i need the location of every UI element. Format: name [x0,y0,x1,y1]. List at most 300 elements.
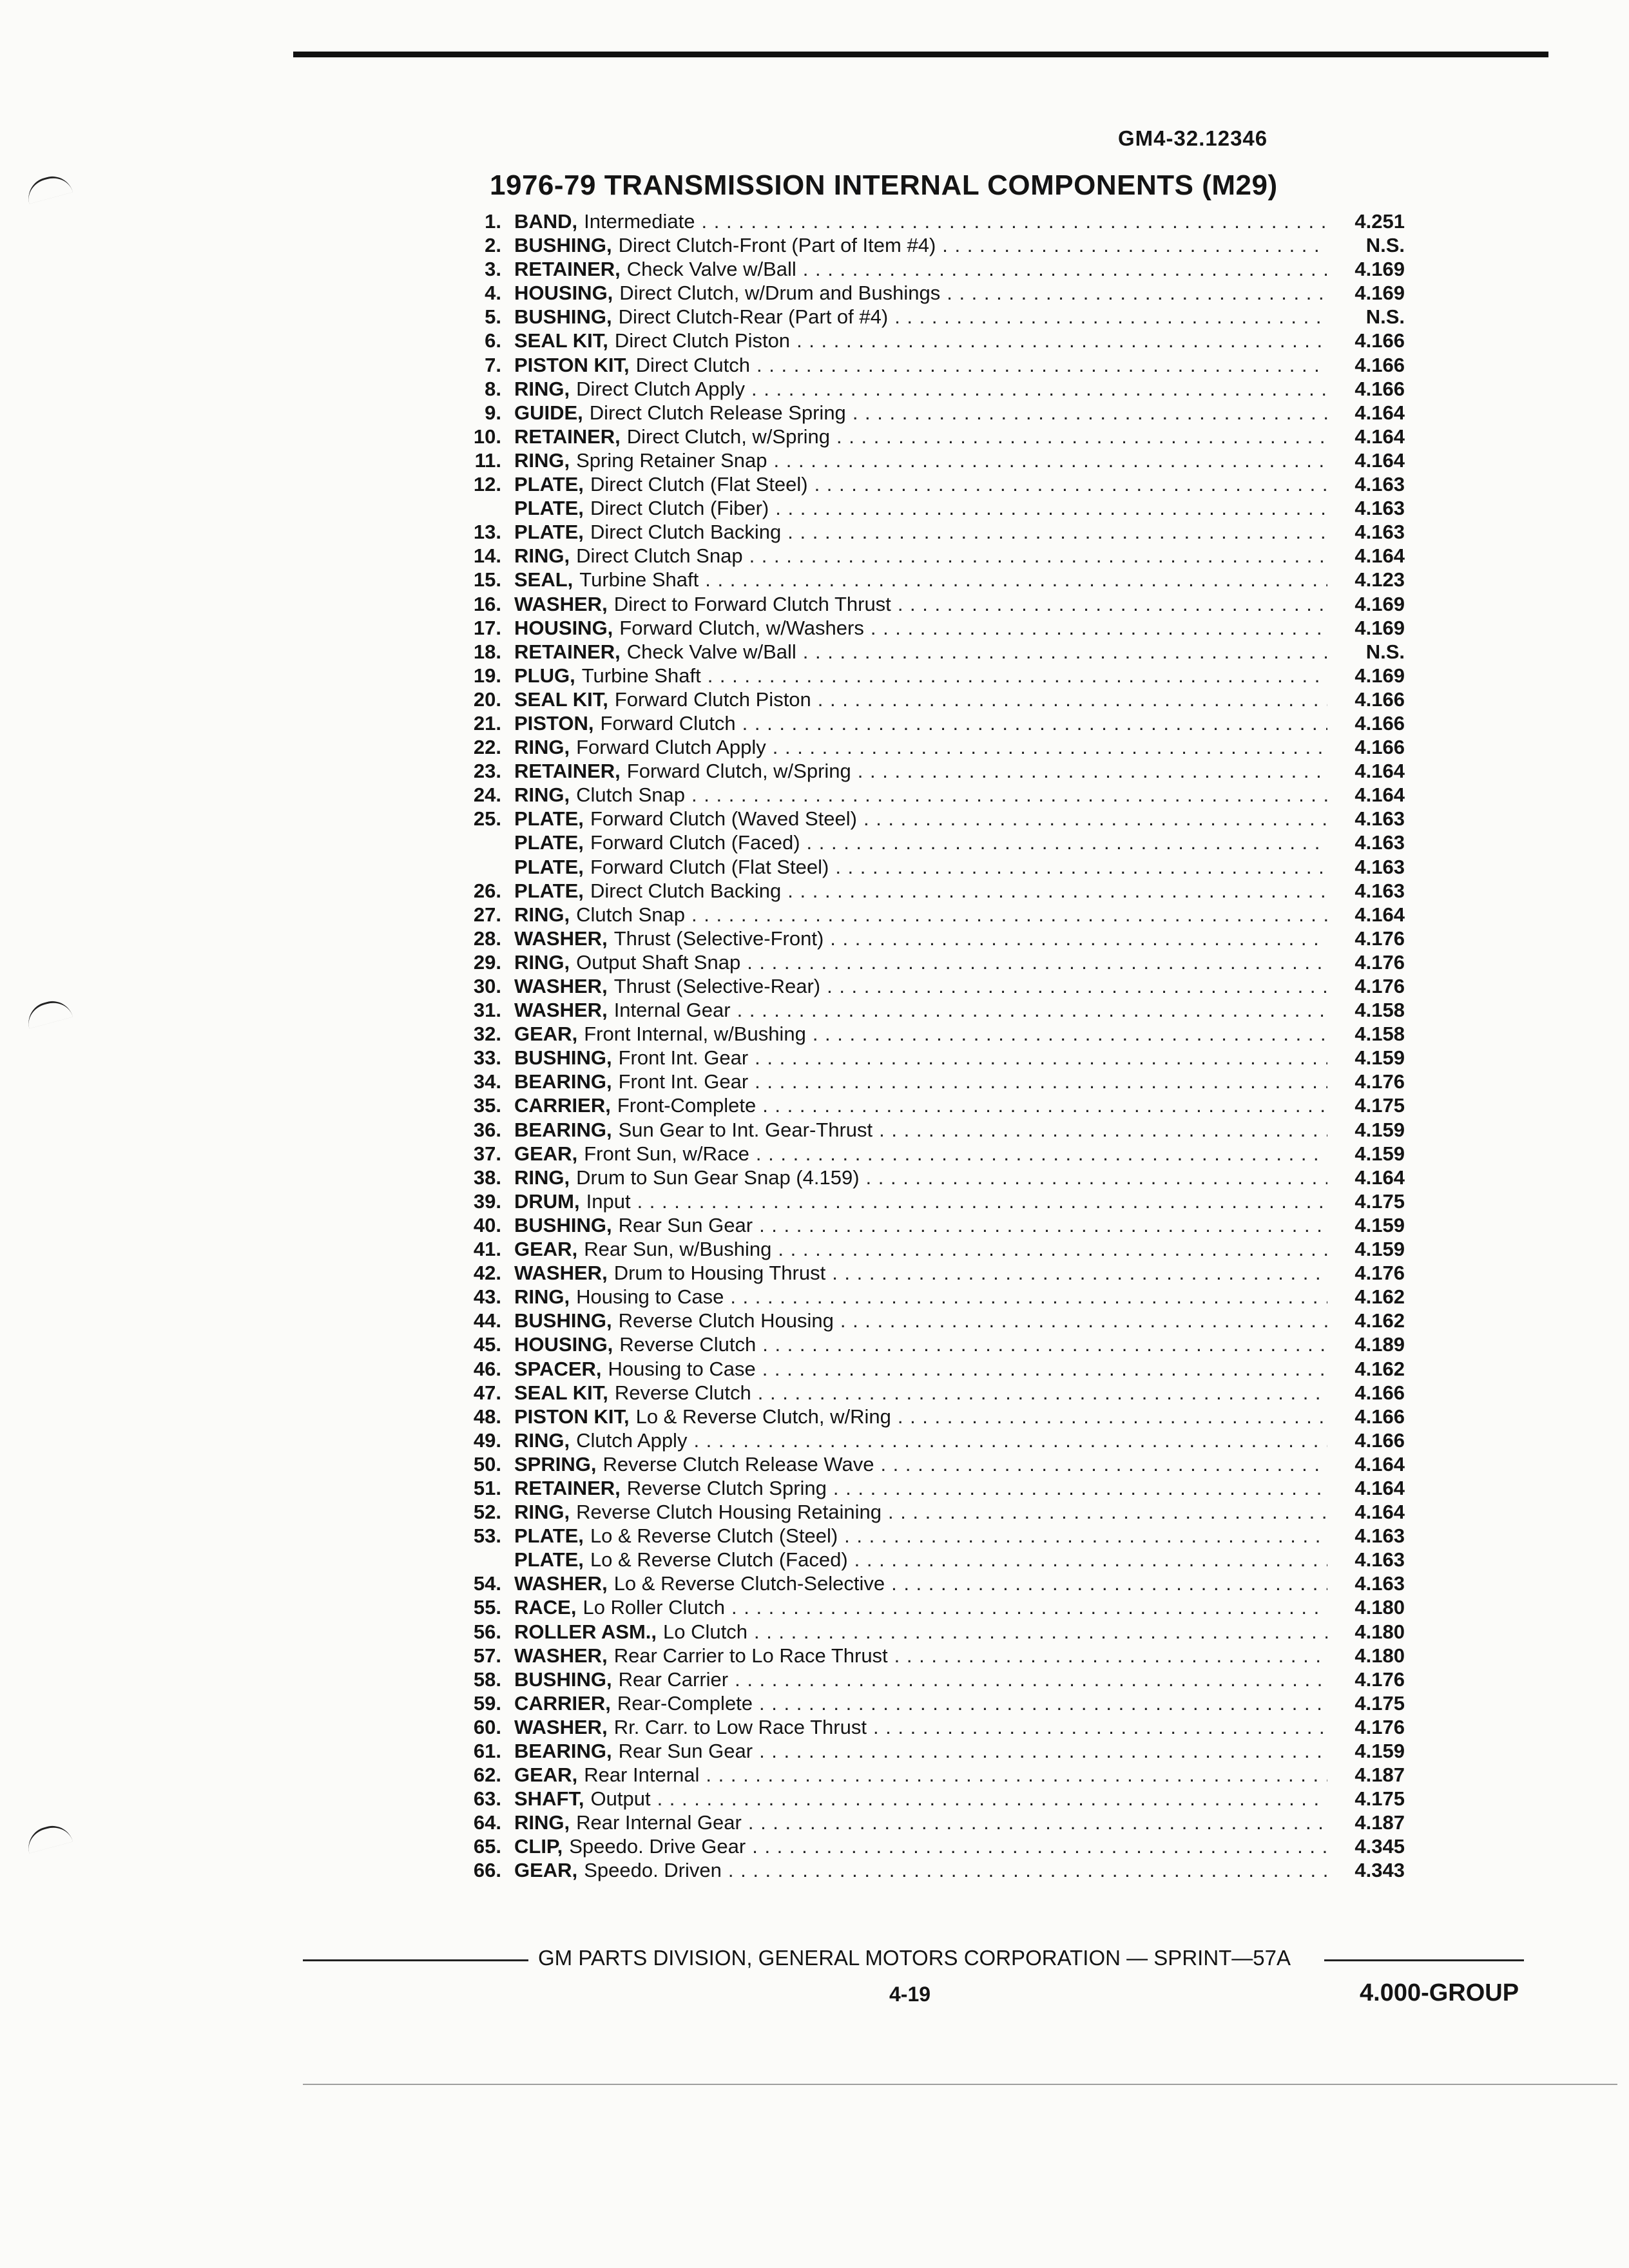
leader-dots [936,233,1327,257]
part-row [432,1070,1405,1093]
part-row [432,257,1405,281]
part-row [432,1524,1405,1548]
reference-number: 4.176 [1354,975,1405,997]
item-number: 31. [473,999,501,1022]
item-number: 23. [473,760,501,783]
part-description: Lo & Reverse Clutch (Faced) [590,1548,848,1571]
item-number: 37. [473,1142,501,1165]
part-description: Housing to Case [576,1285,724,1309]
reference-number: 4.180 [1354,1644,1405,1667]
item-number: 40. [473,1213,501,1236]
part-row [432,305,1405,329]
leader-dots [685,903,1327,927]
leader-dots [699,568,1327,591]
reference-number: 4.164 [1354,1452,1405,1475]
part-name: PLATE, [514,855,584,878]
part-row [432,1548,1405,1571]
item-number: 17. [473,616,501,639]
part-row [432,1595,1405,1619]
item-number: 8. [485,377,501,400]
item-number: 54. [473,1572,501,1595]
item-number: 24. [473,783,501,807]
item-number: 43. [473,1285,501,1309]
leader-dots [872,1118,1327,1142]
part-description: Clutch Snap [576,903,686,926]
reference-number: 4.164 [1354,783,1405,807]
item-number: 57. [473,1644,501,1667]
part-description: Forward Clutch, w/Spring [626,760,851,783]
leader-dots [749,1142,1327,1166]
leader-dots [806,1022,1327,1046]
reference-number: 4.166 [1354,1381,1405,1404]
reference-number: 4.187 [1354,1811,1405,1834]
part-row [432,1022,1405,1046]
item-number: 61. [473,1740,501,1762]
footer-rule-left [303,1959,528,1961]
reference-number: 4.163 [1354,473,1405,496]
reference-number: 4.123 [1354,568,1405,591]
part-description: Input [586,1189,631,1213]
leader-dots [827,1476,1327,1500]
part-description: Front Sun, w/Race [584,1142,749,1165]
part-name: SHAFT, [514,1787,584,1811]
leader-dots [746,1834,1327,1858]
part-description: Rear-Complete [617,1691,753,1715]
leader-dots [846,401,1327,425]
part-description: Speedo. Driven [584,1859,722,1882]
reference-number: 4.175 [1354,1691,1405,1715]
part-name: BUSHING, [514,1213,612,1236]
leader-dots [834,1309,1327,1332]
part-name: RING, [514,1285,570,1309]
part-description: Forward Clutch Apply [576,736,766,759]
item-number: 5. [485,305,501,329]
reference-number: 4.163 [1354,497,1405,520]
part-row [432,1811,1405,1834]
part-name: BEARING, [514,1740,612,1762]
leader-dots [748,1070,1327,1093]
reference-number: 4.163 [1354,1524,1405,1548]
part-description: Rear Sun, w/Bushing [584,1238,772,1261]
leader-dots [891,592,1327,616]
reference-number: 4.166 [1354,736,1405,759]
part-description: Lo & Reverse Clutch-Selective [613,1572,885,1595]
part-row [432,1261,1405,1285]
part-description: Output Shaft Snap [576,950,741,974]
part-name: BUSHING, [514,234,612,257]
reference-number: 4.164 [1354,1501,1405,1524]
item-number: 55. [473,1596,501,1619]
item-number: 19. [473,664,501,687]
part-name: HOUSING, [514,1333,613,1356]
part-description: Forward Clutch, w/Washers [619,616,864,639]
reference-number: 4.164 [1354,760,1405,783]
part-row [432,1093,1405,1117]
leader-dots [885,1571,1327,1595]
leader-dots [740,950,1327,974]
part-row [432,950,1405,974]
part-description: Direct Clutch [635,353,751,376]
part-description: Reverse Clutch Housing [618,1309,834,1332]
part-name: PLATE, [514,1548,584,1571]
part-description: Rr. Carr. to Low Race Thrust [613,1715,867,1738]
part-row [432,831,1405,854]
leader-dots [864,616,1327,640]
reference-number: 4.175 [1354,1189,1405,1213]
item-number: 21. [473,711,501,735]
part-description: Check Valve w/Ball [626,258,796,281]
leader-dots [891,1405,1327,1428]
part-description: Reverse Clutch [614,1381,751,1404]
part-name: CARRIER, [514,1094,611,1117]
item-number: 13. [473,521,501,544]
item-number: 6. [485,329,501,352]
reference-number: 4.162 [1354,1357,1405,1380]
leader-dots [756,1357,1327,1381]
reference-number: 4.169 [1354,258,1405,281]
part-name: BEARING, [514,1070,612,1093]
part-row [432,1046,1405,1070]
leader-dots [750,353,1327,377]
part-row [432,616,1405,640]
part-name: ROLLER ASM., [514,1620,657,1643]
part-name: PLATE, [514,1524,584,1548]
leader-dots [748,1046,1327,1070]
leader-dots [722,1858,1327,1882]
leader-dots [808,472,1327,496]
reference-number: 4.251 [1354,210,1405,233]
part-row [432,687,1405,711]
item-number: 51. [473,1476,501,1499]
part-row [432,1691,1405,1715]
leader-dots [790,329,1327,352]
item-number: 14. [473,544,501,568]
leader-dots [829,855,1327,879]
part-name: BEARING, [514,1118,612,1141]
part-description: Lo & Reverse Clutch, w/Ring [635,1405,891,1428]
part-description: Direct to Forward Clutch Thrust [613,592,891,615]
leader-dots [751,1381,1327,1405]
leader-dots [753,1691,1327,1715]
leader-dots [745,377,1327,401]
part-name: PLATE, [514,497,584,520]
part-row [432,927,1405,950]
part-name: WASHER, [514,927,608,950]
item-number: 18. [473,640,501,663]
item-number: 63. [473,1787,501,1811]
item-number: 7. [485,353,501,376]
part-description: Intermediate [584,210,695,233]
leader-dots [824,927,1327,950]
part-description: Forward Clutch (Faced) [590,831,800,854]
reference-number: 4.180 [1354,1596,1405,1619]
reference-number: 4.158 [1354,999,1405,1022]
part-row [432,1739,1405,1763]
part-name: GEAR, [514,1763,578,1787]
item-number: 36. [473,1118,501,1141]
leader-dots [631,1189,1327,1213]
reference-number: 4.187 [1354,1763,1405,1787]
leader-dots [699,1763,1327,1787]
part-description: Forward Clutch Piston [614,687,811,711]
item-number: 15. [473,568,501,591]
part-row [432,568,1405,591]
item-number: 16. [473,592,501,615]
reference-number: 4.166 [1354,711,1405,735]
part-name: RETAINER, [514,640,621,663]
part-description: Lo Clutch [663,1620,747,1643]
part-row [432,807,1405,831]
item-number: 4. [485,282,501,305]
reference-number: N.S. [1365,305,1405,329]
item-number: 38. [473,1166,501,1189]
reference-number: 4.164 [1354,448,1405,472]
part-name: PISTON, [514,711,594,735]
reference-number: 4.164 [1354,1476,1405,1499]
part-name: WASHER, [514,1644,608,1667]
reference-number: 4.166 [1354,329,1405,352]
part-row [432,735,1405,759]
part-name: RETAINER, [514,1476,621,1499]
part-row [432,1118,1405,1142]
item-number: 28. [473,927,501,950]
part-row [432,1500,1405,1524]
part-name: RETAINER, [514,258,621,281]
part-name: SPACER, [514,1357,602,1380]
part-row [432,1285,1405,1309]
part-row [432,1309,1405,1332]
part-description: Reverse Clutch [619,1333,757,1356]
reference-number: 4.175 [1354,1094,1405,1117]
part-name: RING, [514,448,570,472]
part-row [432,1142,1405,1166]
part-name: BUSHING, [514,1667,612,1691]
reference-number: 4.166 [1354,377,1405,400]
page-number: 4-19 [889,1983,931,2006]
part-row [432,1237,1405,1261]
part-name: RING, [514,544,570,568]
reference-number: 4.163 [1354,831,1405,854]
leader-dots [769,496,1327,520]
part-description: Rear Internal Gear [576,1811,742,1834]
leader-dots [651,1787,1327,1811]
reference-number: 4.164 [1354,903,1405,926]
leader-dots [796,257,1327,281]
item-number: 10. [473,425,501,448]
part-description: Spring Retainer Snap [576,448,767,472]
part-name: PLATE, [514,831,584,854]
part-name: GEAR, [514,1859,578,1882]
part-description: Speedo. Drive Gear [569,1835,746,1858]
part-row [432,1166,1405,1189]
item-number: 44. [473,1309,501,1332]
part-row [432,664,1405,687]
item-number: 62. [473,1763,501,1787]
part-name: PISTON KIT, [514,353,630,376]
top-rule [293,52,1548,57]
item-number: 1. [485,210,501,233]
reference-number: 4.176 [1354,927,1405,950]
leader-dots [728,1667,1327,1691]
item-number: 35. [473,1094,501,1117]
part-description: Turbine Shaft [581,664,701,687]
leader-dots [685,783,1327,807]
item-number: 53. [473,1524,501,1548]
item-number: 27. [473,903,501,926]
leader-dots [940,281,1327,305]
leader-dots [725,1595,1327,1619]
part-name: PLATE, [514,807,584,831]
item-number: 60. [473,1715,501,1738]
part-row [432,640,1405,664]
part-name: WASHER, [514,975,608,997]
reference-number: 4.343 [1354,1859,1405,1882]
part-description: Front Internal, w/Bushing [584,1023,806,1046]
part-row [432,998,1405,1022]
part-description: Rear Internal [584,1763,700,1787]
part-row [432,1571,1405,1595]
part-description: Reverse Clutch Spring [626,1476,827,1499]
part-name: RING, [514,1166,570,1189]
part-name: BUSHING, [514,1046,612,1070]
leader-dots [820,974,1327,998]
part-description: Front Int. Gear [618,1046,749,1070]
item-number: 49. [473,1428,501,1452]
part-name: HOUSING, [514,616,613,639]
part-row [432,903,1405,927]
item-number: 2. [485,234,501,257]
part-row [432,1357,1405,1381]
part-name: PLATE, [514,521,584,544]
part-description: Direct Clutch-Rear (Part of #4) [618,305,889,329]
leader-dots [888,305,1327,329]
part-description: Drum to Sun Gear Snap (4.159) [576,1166,860,1189]
part-name: BUSHING, [514,1309,612,1332]
item-number: 50. [473,1452,501,1475]
part-description: Clutch Snap [576,783,686,807]
part-name: PLATE, [514,879,584,902]
part-description: Rear Sun Gear [618,1213,753,1236]
part-description: Check Valve w/Ball [626,640,796,663]
parts-list [432,209,1405,1883]
reference-number: 4.164 [1354,425,1405,448]
part-row [432,759,1405,783]
reference-number: 4.169 [1354,616,1405,639]
reference-number: 4.159 [1354,1142,1405,1165]
leader-dots [753,1739,1327,1763]
part-name: PLUG, [514,664,575,687]
reference-number: 4.345 [1354,1835,1405,1858]
part-row [432,1763,1405,1787]
part-row [432,855,1405,879]
item-number: 65. [473,1835,501,1858]
reference-number: 4.176 [1354,1262,1405,1285]
item-number: 20. [473,687,501,711]
reference-number: 4.159 [1354,1740,1405,1762]
part-name: RING, [514,783,570,807]
item-number: 29. [473,950,501,974]
item-number: 39. [473,1189,501,1213]
part-name: RETAINER, [514,760,621,783]
leader-dots [767,448,1327,472]
part-row [432,1620,1405,1644]
item-number: 64. [473,1811,501,1834]
leader-dots [800,831,1327,854]
reference-number: N.S. [1365,234,1405,257]
part-name: GEAR, [514,1142,578,1165]
item-number: 9. [485,401,501,424]
part-row [432,233,1405,257]
part-name: DRUM, [514,1189,580,1213]
part-name: SPRING, [514,1452,597,1475]
item-number: 25. [473,807,501,831]
part-row [432,425,1405,448]
leader-dots [736,711,1327,735]
part-name: WASHER, [514,1715,608,1738]
part-row [432,1667,1405,1691]
part-name: RING, [514,903,570,926]
leader-dots [781,520,1327,544]
leader-dots [838,1524,1327,1548]
leader-dots [771,1237,1327,1261]
part-description: Direct Clutch, w/Drum and Bushings [619,282,941,305]
part-description: Direct Clutch Snap [576,544,743,568]
part-row [432,711,1405,735]
leader-dots [695,209,1328,233]
part-name: GEAR, [514,1238,578,1261]
part-row [432,520,1405,544]
leader-dots [860,1166,1327,1189]
part-description: Direct Clutch (Fiber) [590,497,769,520]
part-row [432,1476,1405,1500]
page-title: 1976-79 TRANSMISSION INTERNAL COMPONENTS (M29) [490,169,1278,201]
part-name: SEAL, [514,568,574,591]
reference-number: 4.158 [1354,1023,1405,1046]
item-number: 41. [473,1238,501,1261]
part-row [432,353,1405,377]
part-name: HOUSING, [514,282,613,305]
leader-dots [867,1715,1327,1739]
reference-number: 4.169 [1354,592,1405,615]
leader-dots [701,664,1327,687]
part-row [432,1787,1405,1811]
part-description: Thrust (Selective-Rear) [613,975,821,997]
part-row [432,1428,1405,1452]
reference-number: 4.159 [1354,1238,1405,1261]
part-description: Front-Complete [617,1094,757,1117]
item-number: 59. [473,1691,501,1715]
part-name: RING, [514,1811,570,1834]
item-number: 48. [473,1405,501,1428]
binder-hole-mark [24,1821,73,1854]
reference-number: 4.164 [1354,401,1405,424]
part-description: Internal Gear [613,999,731,1022]
part-row [432,544,1405,568]
part-description: Forward Clutch [600,711,736,735]
part-description: Lo Roller Clutch [583,1596,725,1619]
part-row [432,974,1405,998]
part-name: RING, [514,1501,570,1524]
leader-dots [874,1452,1327,1476]
reference-number: 4.176 [1354,950,1405,974]
leader-dots [882,1500,1327,1524]
reference-number: 4.162 [1354,1309,1405,1332]
part-row [432,783,1405,807]
item-number: 12. [473,473,501,496]
part-name: PISTON KIT, [514,1405,630,1428]
reference-number: 4.166 [1354,353,1405,376]
part-description: Lo & Reverse Clutch (Steel) [590,1524,838,1548]
